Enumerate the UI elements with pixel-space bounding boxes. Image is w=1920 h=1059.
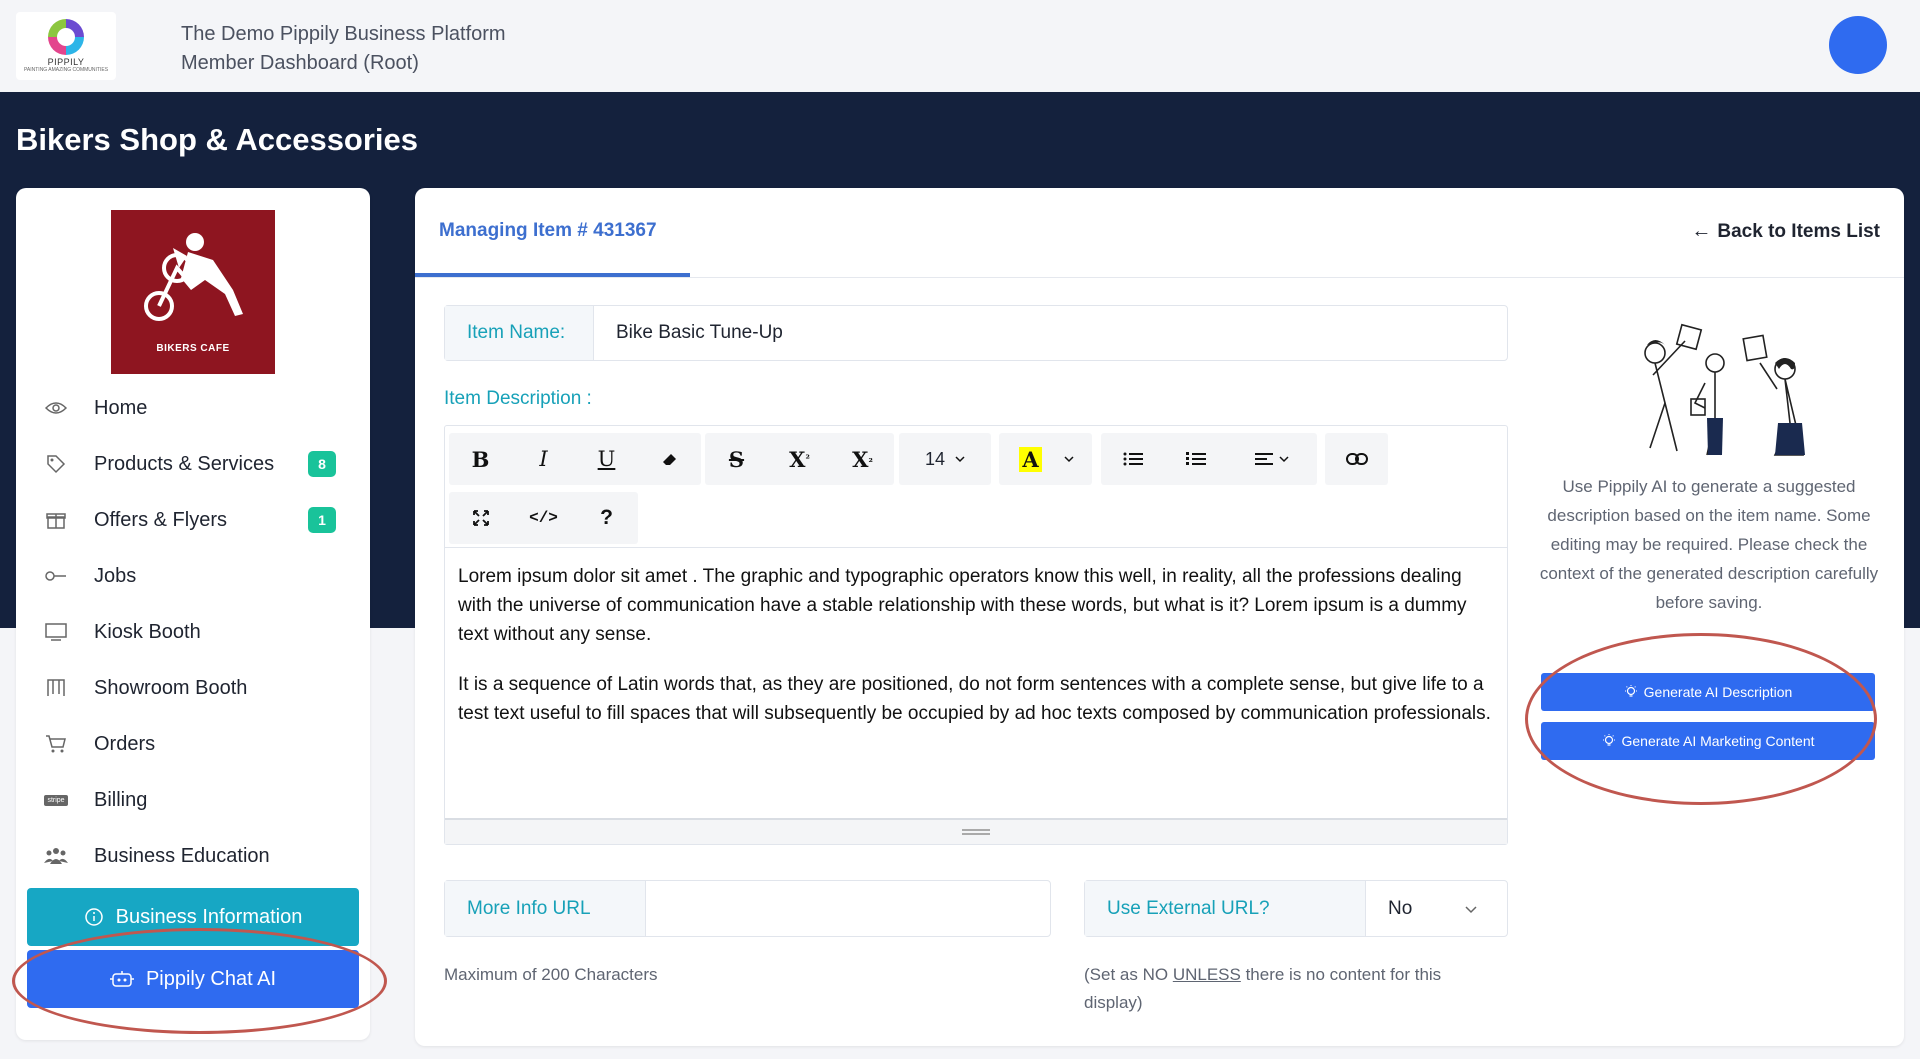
external-url-help-text: (Set as NO UNLESS there is no content for this display) xyxy=(1084,965,1442,1012)
tag-icon xyxy=(44,452,68,476)
item-name-field xyxy=(444,305,1508,361)
info-icon xyxy=(84,907,104,927)
bullet-list-icon xyxy=(1123,451,1143,467)
description-paragraph: Lorem ipsum dolor sit amet . The graphic and typographic operators know this well, in reality, all the professions dealing with the universe of communication have a stable relationship with these words, but what is it? Lorem ipsum is a dummy text without any sense. xyxy=(458,566,1467,645)
bullet-list-button[interactable] xyxy=(1101,433,1164,485)
platform-title xyxy=(181,20,506,78)
cart-icon xyxy=(44,732,68,756)
shop-logo xyxy=(111,210,275,374)
dashboard-name: Member Dashboard (Root) xyxy=(181,52,419,74)
fullscreen-icon xyxy=(473,510,489,526)
generate-ai-description-label: Generate AI Description xyxy=(1643,684,1793,700)
sidebar-item-label: Showroom Booth xyxy=(94,676,248,699)
chevron-down-icon xyxy=(955,450,965,468)
platform-name: The Demo Pippily Business Platform xyxy=(181,23,506,45)
sidebar-item-label: Offers & Flyers xyxy=(94,508,227,531)
help-button[interactable]: ? xyxy=(600,506,613,529)
sidebar-item-showroom-booth[interactable] xyxy=(44,668,350,708)
more-info-help-text: Maximum of 200 Characters xyxy=(444,965,658,984)
eraser-icon xyxy=(662,452,678,466)
generate-ai-marketing-label: Generate AI Marketing Content xyxy=(1621,733,1815,749)
align-chevron-down-icon xyxy=(1279,456,1289,463)
view-group xyxy=(449,492,638,544)
link-group xyxy=(1325,433,1388,485)
paragraph-group xyxy=(1101,433,1317,485)
monitor-icon xyxy=(44,620,68,644)
bold-button[interactable]: B xyxy=(471,446,490,472)
sidebar-item-label: Business Education xyxy=(94,844,270,867)
insert-link-button[interactable] xyxy=(1325,433,1388,485)
team-illustration xyxy=(1595,323,1825,463)
sidebar-item-label: Products & Services xyxy=(94,452,275,475)
chevron-down-icon xyxy=(1465,901,1477,919)
sidebar xyxy=(16,188,370,1040)
lightbulb-icon xyxy=(1624,685,1638,699)
more-info-url-field xyxy=(444,880,1051,937)
sidebar-item-label: Home xyxy=(94,396,148,419)
align-dropdown[interactable] xyxy=(1227,433,1317,485)
pippily-logo[interactable] xyxy=(16,12,116,80)
key-icon xyxy=(44,564,68,588)
sidebar-item-kiosk-booth[interactable] xyxy=(44,612,350,652)
shop-title: Bikers Shop & Accessories xyxy=(16,122,419,157)
link-icon xyxy=(1346,453,1368,465)
code-view-button[interactable]: </> xyxy=(529,509,558,527)
tab-managing-item[interactable]: Managing Item # 431367 xyxy=(439,220,657,241)
numbered-list-button[interactable] xyxy=(1164,433,1227,485)
fullscreen-button[interactable] xyxy=(449,492,512,544)
pippily-chat-ai-button[interactable] xyxy=(27,950,359,1008)
rich-text-editor xyxy=(444,425,1508,845)
superscript-button[interactable]: X ² xyxy=(789,446,810,472)
external-url-label: Use External URL? xyxy=(1085,881,1366,936)
sidebar-item-business-education[interactable] xyxy=(44,836,350,876)
gift-icon xyxy=(44,508,68,532)
robot-icon xyxy=(110,969,134,989)
sidebar-item-jobs[interactable] xyxy=(44,556,350,596)
italic-button[interactable]: I xyxy=(539,447,548,471)
more-info-url-input[interactable] xyxy=(646,881,1050,936)
back-to-items-label: Back to Items List xyxy=(1717,220,1880,242)
users-icon xyxy=(44,844,68,868)
sidebar-item-label: Jobs xyxy=(94,564,137,587)
item-description-label: Item Description : xyxy=(444,388,592,409)
grip-icon xyxy=(962,829,990,835)
external-url-field xyxy=(1084,880,1508,937)
logo-text: PIPPILY xyxy=(47,57,85,67)
external-url-value: No xyxy=(1388,897,1413,919)
highlight-a-icon: A xyxy=(1019,447,1041,472)
shop-logo-text: BIKERS CAFE xyxy=(156,343,230,354)
generate-ai-description-button[interactable] xyxy=(1541,673,1875,711)
tab-bar xyxy=(415,188,1904,278)
offers-count-badge: 1 xyxy=(308,507,336,533)
sidebar-item-orders[interactable] xyxy=(44,724,350,764)
generate-ai-marketing-button[interactable] xyxy=(1541,722,1875,760)
item-management-card xyxy=(415,188,1904,1046)
pippily-logo-mark-icon xyxy=(48,19,84,55)
pippily-chat-ai-label: Pippily Chat AI xyxy=(145,967,277,990)
lightbulb-icon xyxy=(1602,734,1616,748)
highlight-chevron-down-icon[interactable] xyxy=(1064,450,1074,468)
sidebar-item-billing[interactable] xyxy=(44,780,350,820)
sidebar-item-label: Billing xyxy=(94,788,148,811)
arrow-left-icon: ← xyxy=(1691,220,1712,242)
booth-icon xyxy=(44,676,68,700)
ai-helper-text: Use Pippily AI to generate a suggested description based on the item name. Some editing may be required. Please check the context of the generated description carefully before saving. xyxy=(1539,477,1879,612)
strikethrough-button[interactable]: S xyxy=(728,446,745,472)
top-header xyxy=(0,0,1920,92)
eraser-button[interactable] xyxy=(638,433,701,485)
logo-subtext: PAINTING AMAZING COMMUNITIES xyxy=(23,67,109,73)
sidebar-item-offers-flyers[interactable] xyxy=(44,500,350,540)
format-group xyxy=(449,433,701,485)
sidebar-item-label: Orders xyxy=(94,732,156,755)
align-left-icon xyxy=(1255,452,1273,466)
active-tab-underline xyxy=(415,273,690,277)
eye-icon xyxy=(44,396,68,420)
font-size-dropdown[interactable] xyxy=(899,433,991,485)
numbered-list-icon xyxy=(1186,451,1206,467)
sidebar-item-home[interactable] xyxy=(44,388,350,428)
highlight-color-button[interactable] xyxy=(999,433,1062,485)
user-avatar[interactable] xyxy=(1829,16,1887,74)
underline-button[interactable]: U xyxy=(597,447,616,471)
products-count-badge: 8 xyxy=(308,451,336,477)
editor-content[interactable] xyxy=(458,562,1498,749)
sidebar-item-products-services[interactable] xyxy=(44,444,350,484)
sidebar-item-label: Kiosk Booth xyxy=(94,620,201,643)
subscript-button[interactable]: X ₂ xyxy=(852,446,873,472)
back-to-items-link[interactable] xyxy=(1691,220,1880,243)
more-info-url-label: More Info URL xyxy=(445,881,646,936)
font-size-value: 14 xyxy=(924,448,946,469)
bmx-rider-icon xyxy=(133,228,253,338)
editor-toolbar xyxy=(445,426,1507,548)
item-name-input[interactable]: Bike Basic Tune-Up xyxy=(616,322,783,343)
editor-resize-handle[interactable] xyxy=(445,818,1507,844)
description-paragraph: It is a sequence of Latin words that, as they are positioned, do not form sentences with a complete sense, but give life to a test text useful to fill spaces that will subsequently be occupied by ad hoc texts composed by communication professionals. xyxy=(458,674,1491,724)
business-information-button[interactable] xyxy=(27,888,359,946)
external-url-select[interactable] xyxy=(1366,881,1507,936)
highlight-color-group xyxy=(999,433,1092,485)
item-name-label: Item Name: xyxy=(445,306,594,360)
stripe-icon: stripe xyxy=(44,788,68,812)
business-information-label: Business Information xyxy=(115,905,303,928)
script-group xyxy=(705,433,894,485)
